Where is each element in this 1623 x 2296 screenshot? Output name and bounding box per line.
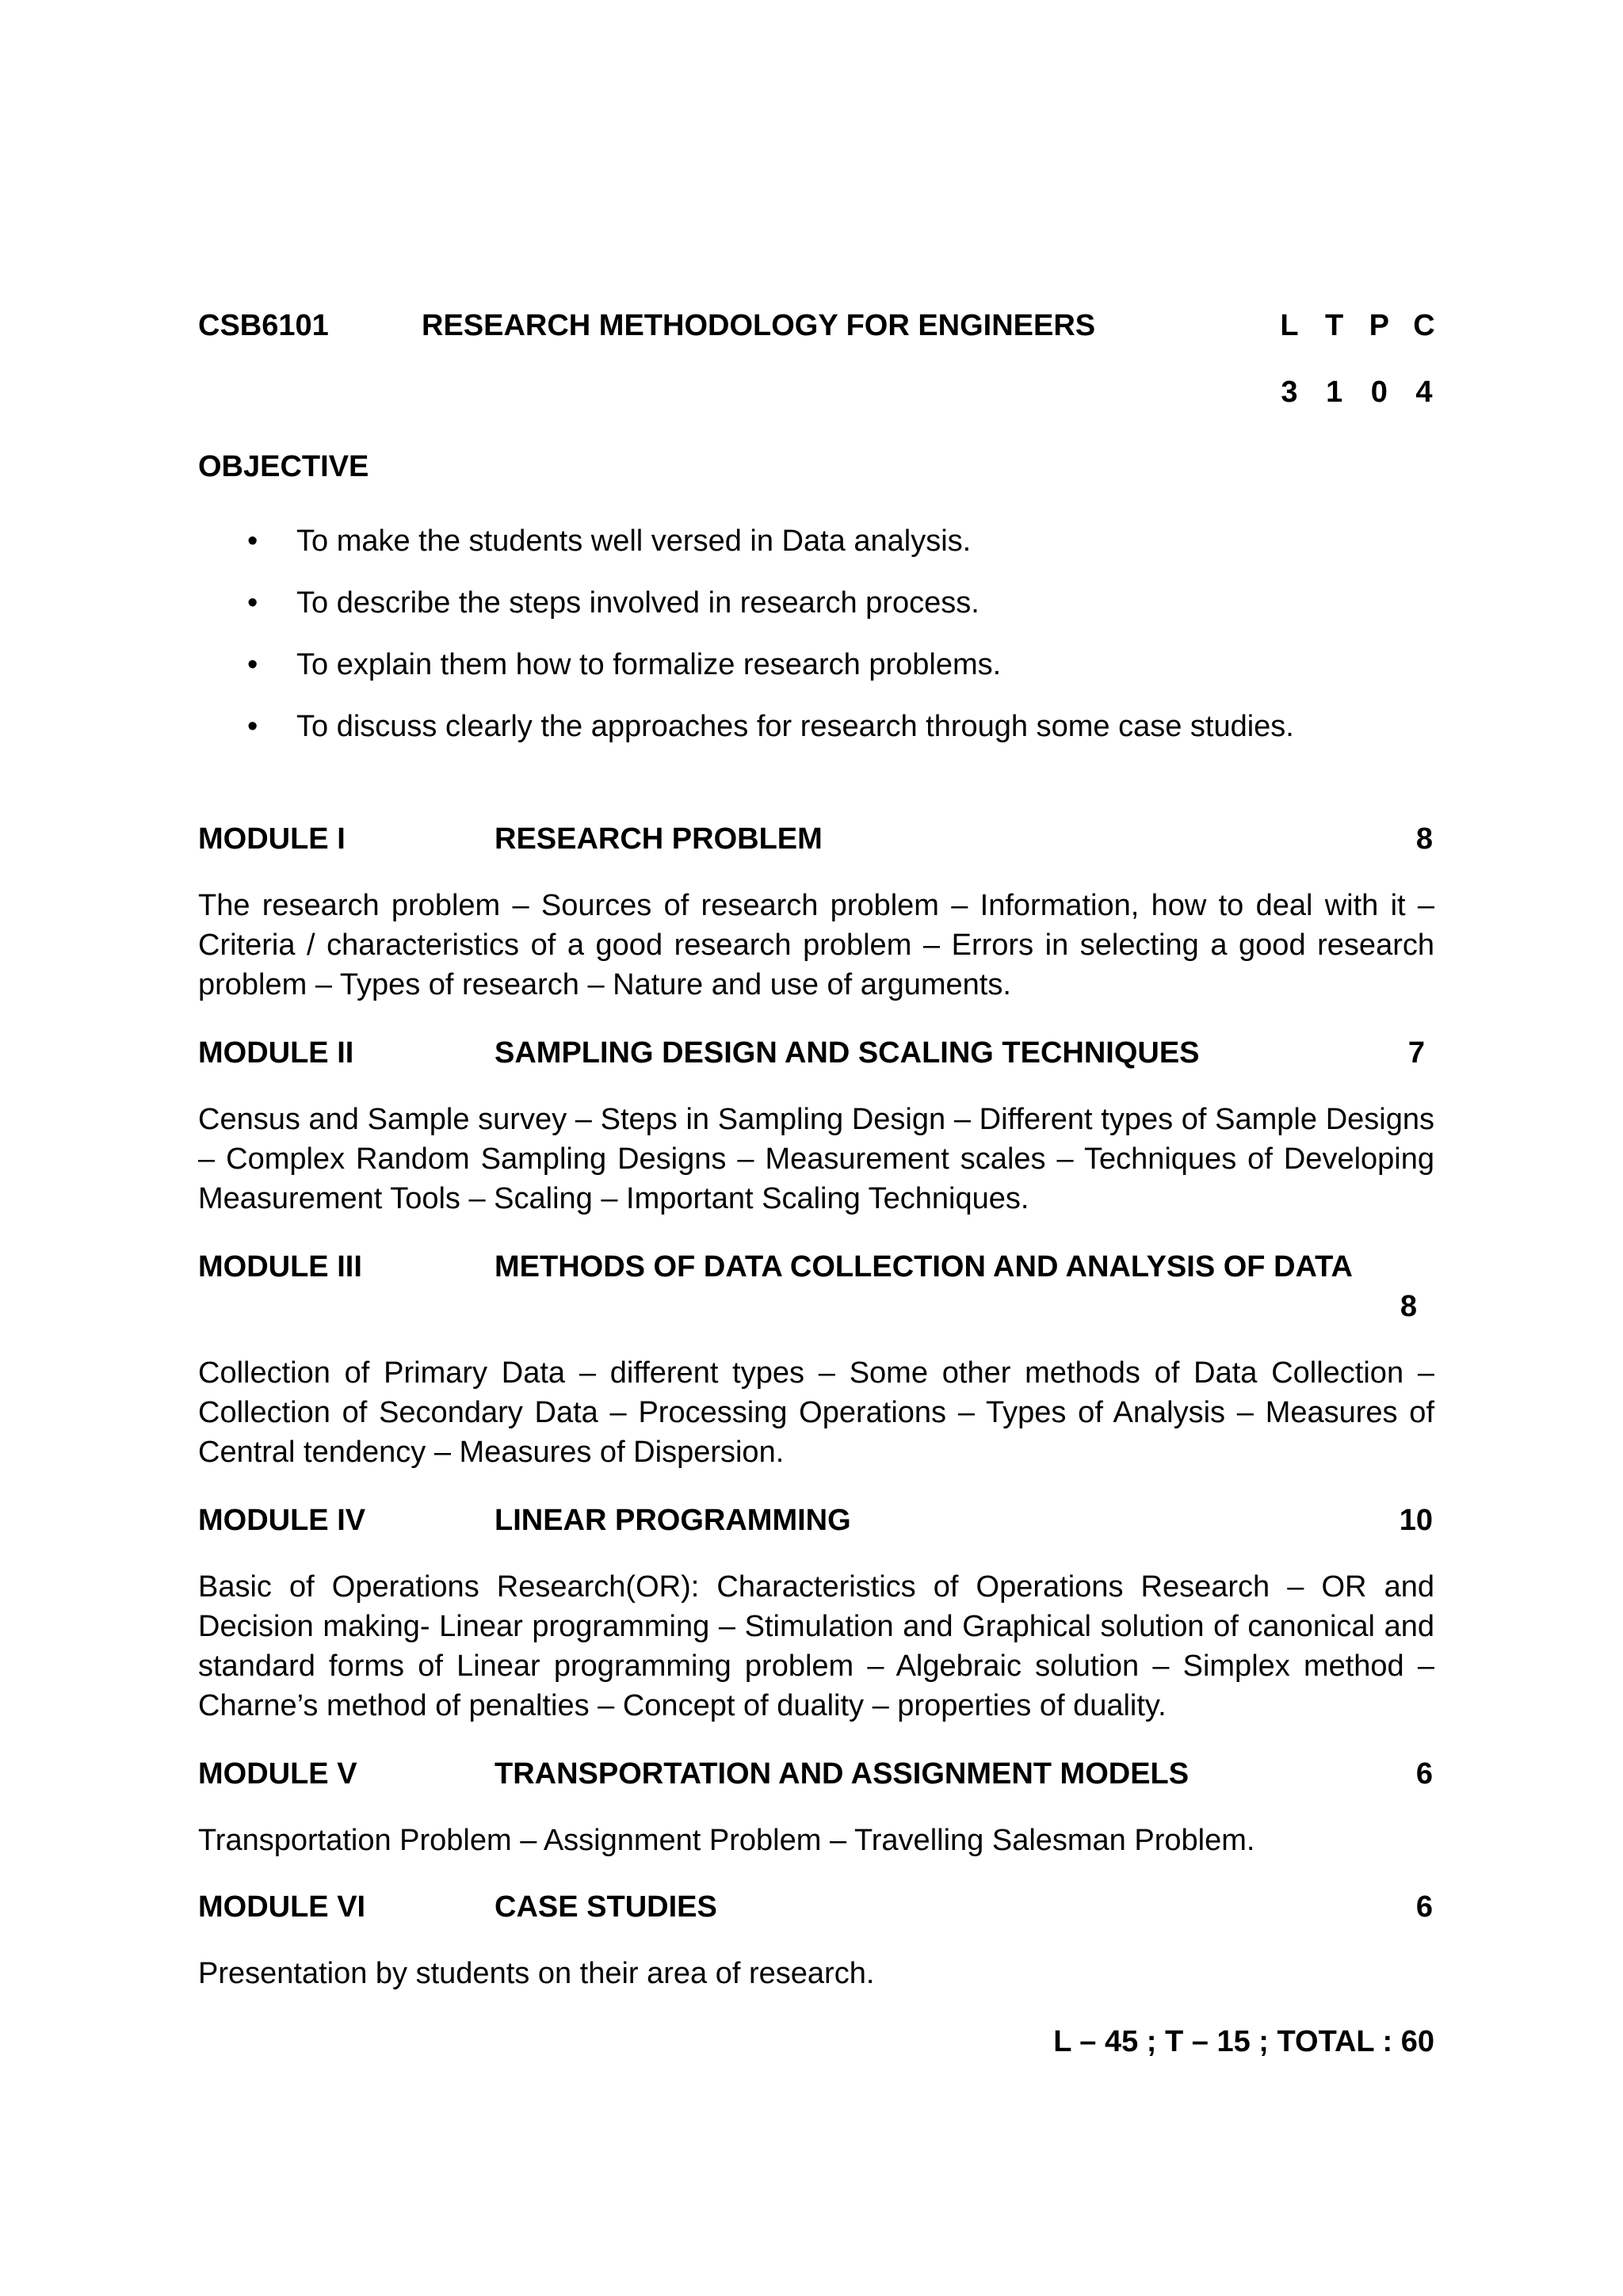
ltpc-labels bbox=[1277, 309, 1436, 345]
module-2-label: MODULE II bbox=[198, 1036, 354, 1070]
module-1-hours: 8 bbox=[1415, 822, 1433, 856]
objective-item: • To describe the steps involved in research process. bbox=[246, 585, 1294, 646]
module-6-title: CASE STUDIES bbox=[495, 1890, 717, 1924]
module-6-label: MODULE VI bbox=[198, 1890, 366, 1924]
ltpc-value-c: 4 bbox=[1415, 376, 1433, 409]
module-6-content: Presentation by students on their area of research. bbox=[198, 1957, 875, 1990]
ltpc-value-p: 0 bbox=[1370, 376, 1388, 409]
module-2-hours: 7 bbox=[1407, 1036, 1425, 1070]
objective-item: • To make the students well versed in Data analysis. bbox=[246, 523, 1294, 585]
module-2-content: Census and Sample survey – Steps in Sampling Design – Different types of Sample Designs – Complex Random Sampling Designs – Measurement scales – Techniques of Developing Measurement Tools – Scaling – Important Scaling Techniques. bbox=[198, 1103, 1434, 1215]
ltpc-label-c: C bbox=[1413, 309, 1435, 342]
module-6-hours: 6 bbox=[1415, 1890, 1433, 1924]
course-title: RESEARCH METHODOLOGY FOR ENGINEERS bbox=[422, 309, 1096, 342]
ltpc-label-p: P bbox=[1369, 309, 1389, 342]
module-4-hours: 10 bbox=[1399, 1504, 1433, 1537]
module-5-content: Transportation Problem – Assignment Problem – Travelling Salesman Problem. bbox=[198, 1824, 1255, 1857]
ltpc-value-l: 3 bbox=[1281, 376, 1298, 409]
module-5-label: MODULE V bbox=[198, 1757, 357, 1791]
module-2-title: SAMPLING DESIGN AND SCALING TECHNIQUES bbox=[495, 1036, 1200, 1070]
module-1-label: MODULE I bbox=[198, 822, 346, 856]
module-3-title: METHODS OF DATA COLLECTION AND ANALYSIS OF DATA bbox=[495, 1250, 1353, 1283]
module-1-title: RESEARCH PROBLEM bbox=[495, 822, 823, 856]
module-5-hours: 6 bbox=[1415, 1757, 1433, 1791]
module-4-title: LINEAR PROGRAMMING bbox=[495, 1504, 851, 1537]
module-3-label: MODULE III bbox=[198, 1250, 362, 1283]
module-3-hours: 8 bbox=[1400, 1290, 1417, 1323]
module-3-content: Collection of Primary Data – different types – Some other methods of Data Collection – Collection of Secondary Data – Processing Operations – Types of Analysis – Measures of Central tendency – Measures of Dispersion. bbox=[198, 1356, 1434, 1469]
ltpc-label-t: T bbox=[1325, 309, 1344, 342]
objective-item: • To discuss clearly the approaches for research through some case studies. bbox=[246, 708, 1294, 770]
ltpc-values bbox=[1277, 376, 1436, 412]
module-4-content: Basic of Operations Research(OR): Characteristics of Operations Research – OR and Decision making- Linear programming – Stimulation and Graphical solution of canonical and standard forms of Linear programming problem – Algebraic solution – Simplex method – Charne’s method of penalties – Concept of duality – properties of duality. bbox=[198, 1570, 1434, 1722]
ltpc-label-l: L bbox=[1280, 309, 1299, 342]
course-code: CSB6101 bbox=[198, 309, 329, 342]
objective-list bbox=[246, 523, 1294, 770]
total-hours: L – 45 ; T – 15 ; TOTAL : 60 bbox=[1053, 2025, 1434, 2058]
objective-heading: OBJECTIVE bbox=[198, 450, 369, 483]
ltpc-value-t: 1 bbox=[1326, 376, 1343, 409]
objective-item: • To explain them how to formalize research problems. bbox=[246, 646, 1294, 708]
module-5-title: TRANSPORTATION AND ASSIGNMENT MODELS bbox=[495, 1757, 1190, 1791]
module-1-content: The research problem – Sources of research problem – Information, how to deal with it – Criteria / characteristics of a good research problem – Errors in selecting a good research problem – Types of research – Nature and use of arguments. bbox=[198, 889, 1434, 1001]
module-4-label: MODULE IV bbox=[198, 1504, 366, 1537]
